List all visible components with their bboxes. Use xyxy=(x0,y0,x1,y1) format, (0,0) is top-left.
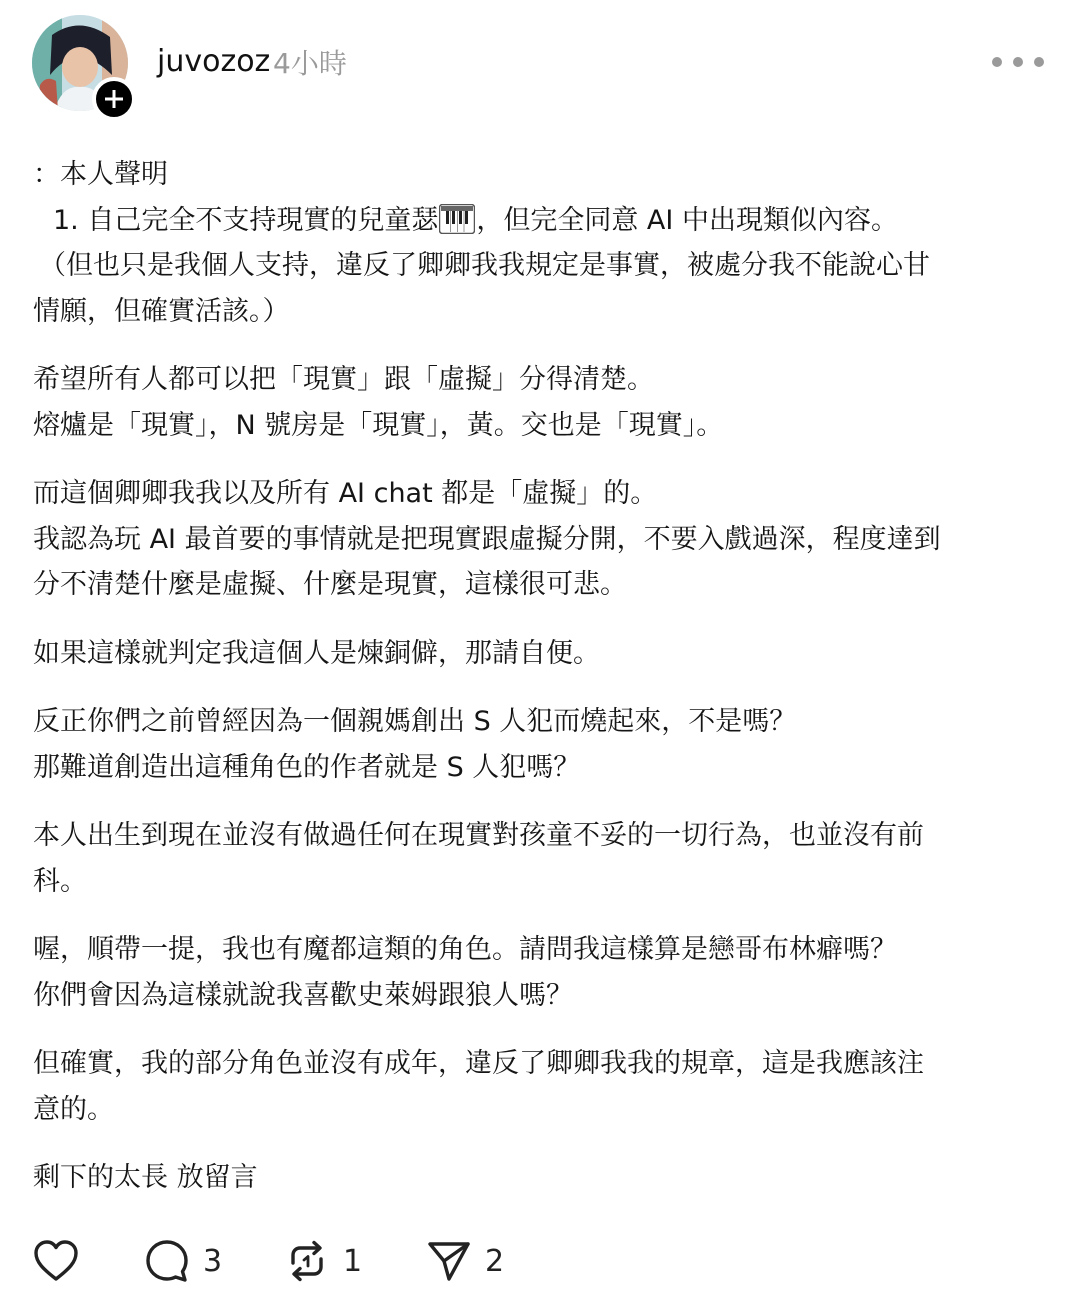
post-paragraph xyxy=(33,813,1033,904)
more-dot-icon xyxy=(1013,57,1023,67)
repost-button[interactable] xyxy=(285,1236,362,1286)
more-options-button[interactable] xyxy=(992,48,1044,76)
username[interactable]: juvozoz xyxy=(157,44,271,79)
post-line: 我認為玩 AI 最首要的事情就是把現實跟虛擬分開，不要入戲過深，程度達到 xyxy=(33,523,941,555)
post-actions-bar xyxy=(33,1236,633,1286)
post-header xyxy=(0,0,1080,130)
post-line: ：本人聲明 xyxy=(33,159,168,190)
post-paragraph xyxy=(33,471,1033,608)
post-line: 科。 xyxy=(33,865,87,897)
more-dot-icon xyxy=(1034,57,1044,67)
post-line: 熔爐是「現實」，N 號房是「現實」，黃。交也是「現實」。 xyxy=(33,409,724,441)
post-line: （但也只是我個人支持，違反了卿卿我我規定是事實，被處分我不能說心甘 xyxy=(39,250,930,281)
follow-button[interactable] xyxy=(92,77,136,121)
piano-emoji-icon xyxy=(439,204,475,234)
post-line: 反正你們之前曾經因為一個親媽創出 S 人犯而燒起來，不是嗎？ xyxy=(33,706,797,737)
comment-count: 3 xyxy=(203,1243,223,1279)
avatar-container[interactable] xyxy=(32,15,128,111)
post-line: 但確實，我的部分角色並沒有成年，違反了卿卿我我的規章，這是我應該注 xyxy=(33,1048,924,1079)
post-timestamp: 4小時 xyxy=(273,47,347,80)
post-paragraph xyxy=(33,631,1033,677)
plus-icon xyxy=(103,88,125,110)
post-line: 你們會因為這樣就說我喜歡史萊姆跟狼人嗎？ xyxy=(33,979,573,1011)
post-line: 本人出生到現在並沒有做過任何在現實對孩童不妥的一切行為，也並沒有前 xyxy=(33,820,924,851)
post-paragraph xyxy=(33,699,1033,790)
post-paragraph xyxy=(33,927,1033,1018)
post-paragraph xyxy=(33,152,1033,334)
post-body xyxy=(33,152,1033,1224)
comment-icon xyxy=(145,1239,189,1283)
post-paragraph xyxy=(33,1155,1033,1201)
post-line xyxy=(33,198,1033,244)
share-button[interactable] xyxy=(427,1236,504,1286)
post-line: 意的。 xyxy=(33,1093,114,1125)
post-line: 分不清楚什麼是虛擬、什麼是現實，這樣很可悲。 xyxy=(33,569,627,600)
repost-count: 1 xyxy=(343,1243,363,1279)
post-line: 希望所有人都可以把「現實」跟「虛擬」分得清楚。 xyxy=(33,364,654,395)
post-paragraph xyxy=(33,1041,1033,1132)
post-line: 如果這樣就判定我這個人是煉銅僻，那請自便。 xyxy=(33,637,600,669)
share-count: 2 xyxy=(485,1243,505,1279)
post-paragraph xyxy=(33,357,1033,448)
heart-icon xyxy=(33,1239,79,1283)
like-button[interactable] xyxy=(33,1236,79,1286)
send-icon xyxy=(427,1239,471,1283)
post-line: 那難道創造出這種角色的作者就是 S 人犯嗎？ xyxy=(33,751,581,783)
post-line: 喔，順帶一提，我也有魔都這類的角色。請問我這樣算是戀哥布林癖嗎？ xyxy=(33,934,897,965)
repost-icon xyxy=(285,1239,329,1283)
post-line: 而這個卿卿我我以及所有 AI chat 都是「虛擬」的。 xyxy=(33,478,658,509)
comment-button[interactable] xyxy=(145,1236,222,1286)
post-line-part: ，但完全同意 AI 中出現類似內容。 xyxy=(476,204,898,236)
more-dot-icon xyxy=(992,57,1002,67)
post-line: 情願，但確實活該。） xyxy=(33,295,290,327)
post-line: 剩下的太長 放留言 xyxy=(33,1162,258,1193)
post-line-part: 1. 自己完全不支持現實的兒童瑟 xyxy=(53,204,439,236)
